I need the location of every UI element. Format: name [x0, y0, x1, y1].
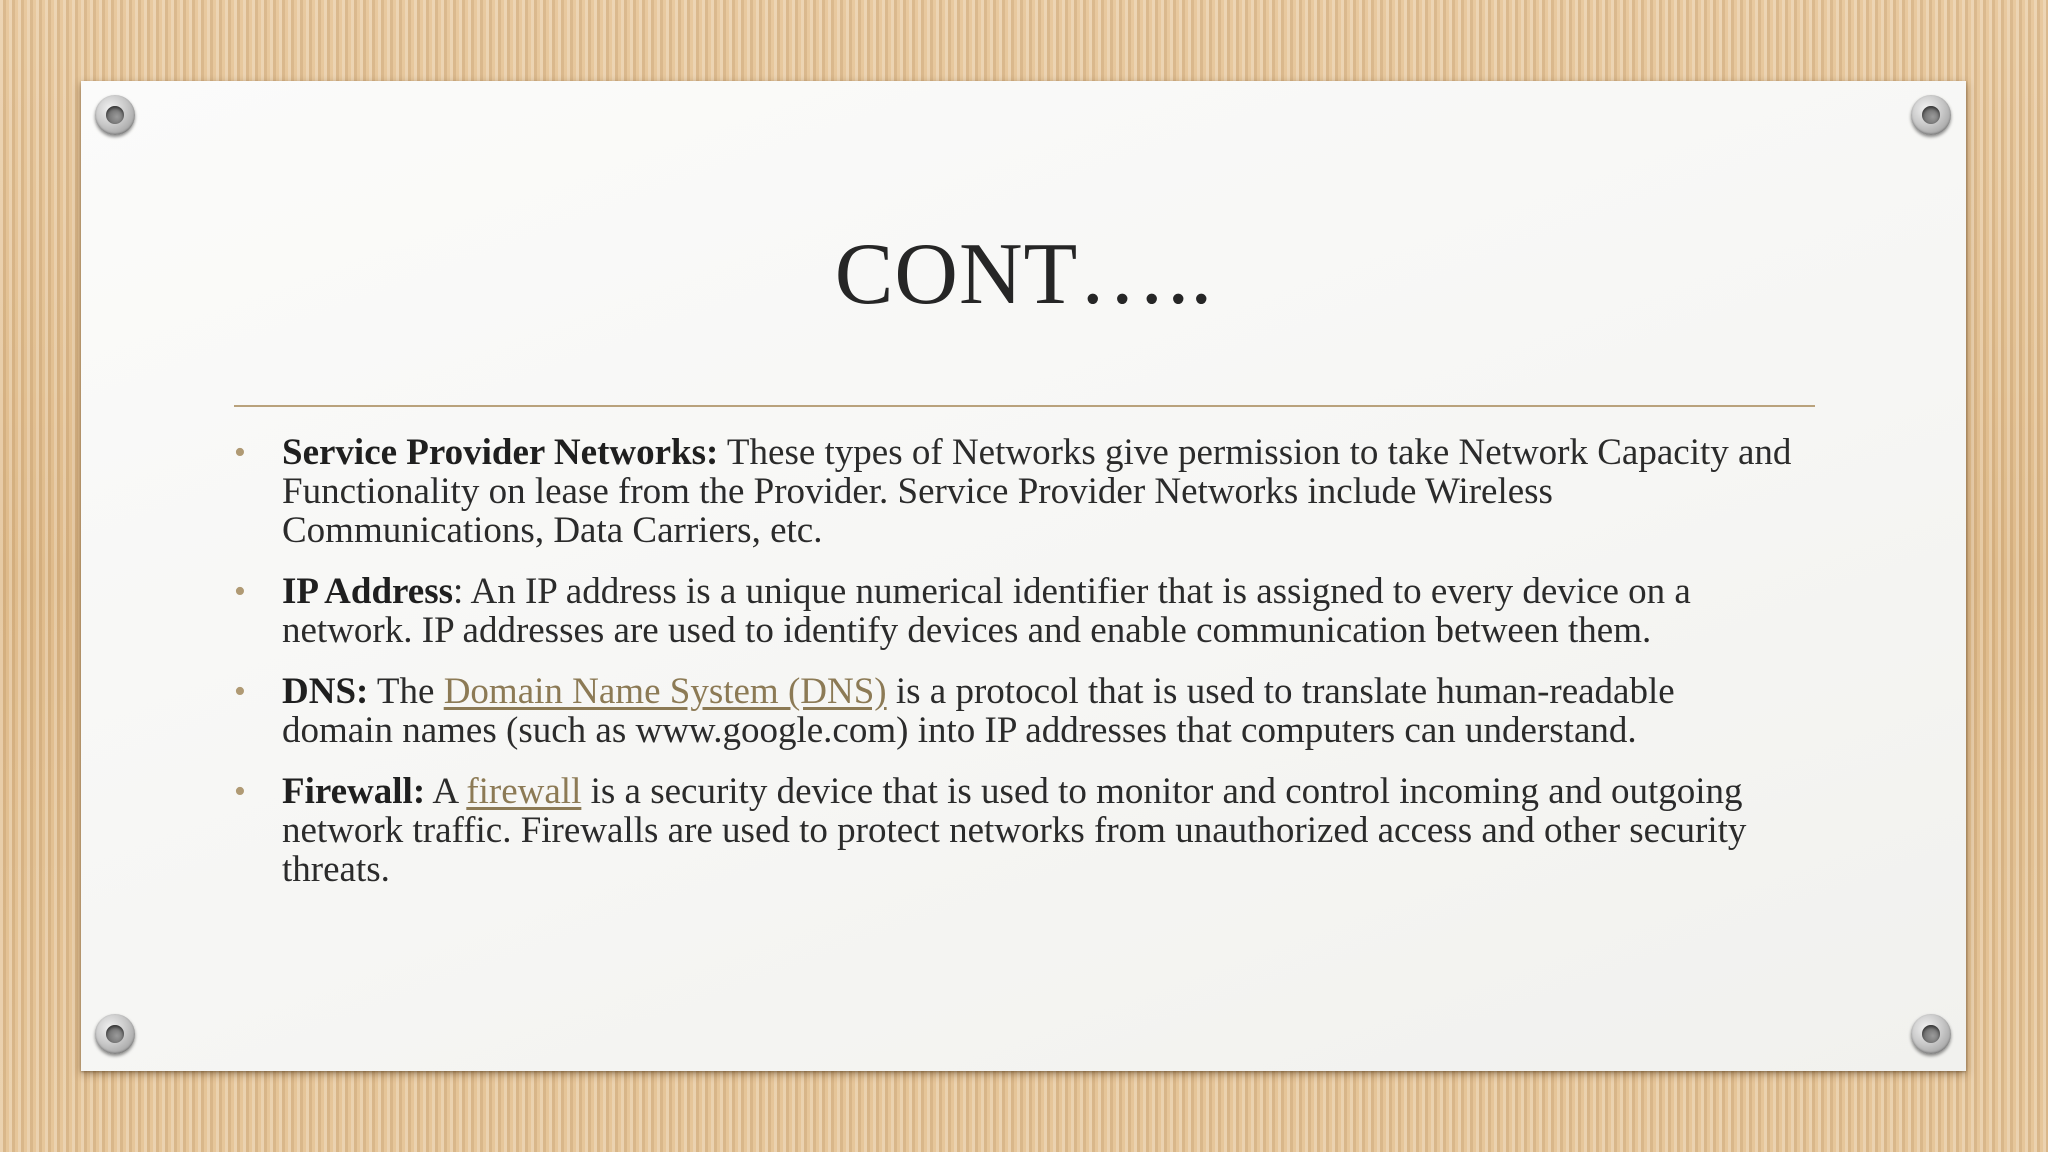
grommet-top-right-icon	[1911, 95, 1951, 135]
bullet-icon: •	[234, 434, 246, 471]
firewall-link[interactable]: firewall	[466, 771, 582, 812]
title-divider	[234, 405, 1815, 407]
grommet-bottom-right-icon	[1911, 1014, 1951, 1054]
bullet-term: IP Address	[282, 571, 454, 612]
bullet-text-post: is a security device that is used to monitor and control incoming and outgoing network traffic. Firewalls are used to protect networks from unauthorized access and other security threats.	[282, 771, 1747, 890]
bullet-item-dns	[234, 672, 1794, 750]
dns-link[interactable]: Domain Name System (DNS)	[443, 671, 887, 712]
bullet-text-pre: A	[425, 771, 467, 812]
bullet-term: Service Provider Networks:	[282, 432, 719, 473]
bullet-term: Firewall:	[282, 771, 426, 812]
grommet-bottom-left-icon	[95, 1014, 135, 1054]
bullet-text-pre: The	[368, 671, 444, 712]
slide-title: CONT…..	[834, 226, 1214, 323]
grommet-top-left-icon	[95, 95, 135, 135]
bullet-icon: •	[234, 773, 246, 810]
bullet-text: These types of Networks give permission to take Network Capacity and Functionality on lease from the Provider. Service Provider Networks include Wireless Communications, Data Carriers, etc.	[282, 432, 1792, 551]
bullet-item-ip-address	[234, 572, 1794, 650]
bullet-item-service-provider-networks	[234, 433, 1794, 550]
bullet-text-post: is a protocol that is used to translate human-readable domain names (such as www.google.com) into IP addresses that computers can understand.	[282, 671, 1675, 751]
bullet-icon: •	[234, 673, 246, 710]
bullet-list	[234, 433, 1794, 911]
bullet-term: DNS:	[282, 671, 369, 712]
bullet-text: : An IP address is a unique numerical identifier that is assigned to every device on a network. IP addresses are used to identify devices and enable communication between them.	[282, 571, 1691, 651]
bullet-item-firewall	[234, 772, 1794, 889]
bullet-icon: •	[234, 573, 246, 610]
